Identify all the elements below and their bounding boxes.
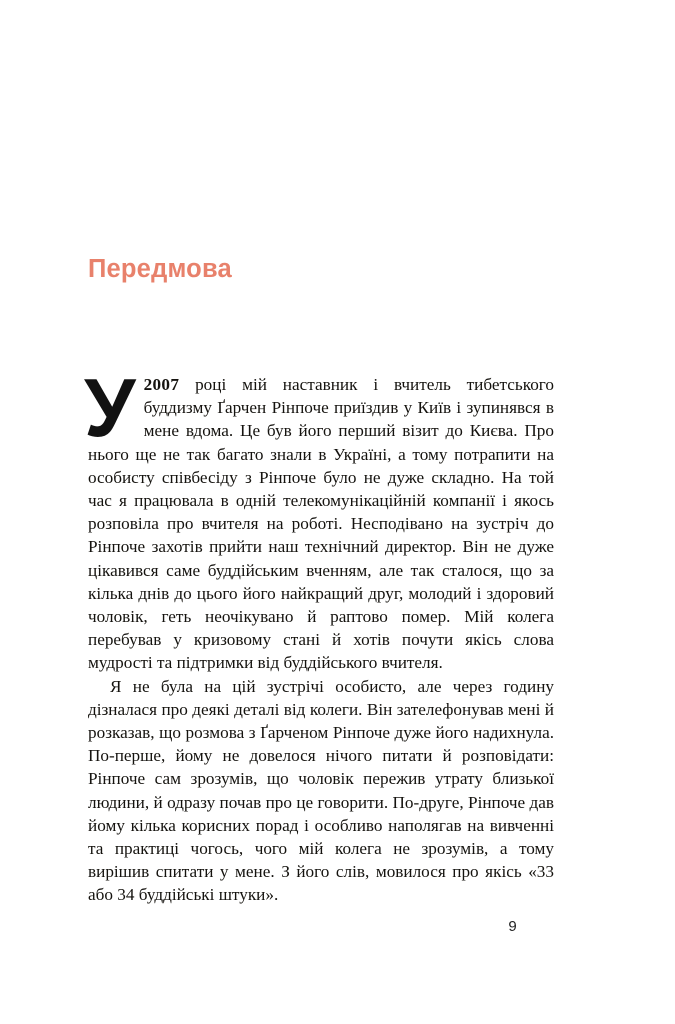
page-title: Передмова [88,255,232,284]
paragraph-1 [84,361,554,675]
page-number [0,918,675,935]
page-number-value: 9 [508,918,517,935]
year-lead-in: 2007 [143,375,180,394]
paragraph-2-text: Я не була на цій зустрічі особисто, але через годину дізналася про деякі деталі від колеги. Він зателефонував мені й розказав, що розмова з Ґарченом Рінпоче дуже його надихнула. По-перше, йому не довелося нічого питати й розповідати: Рінпоче сам зрозумів, що чоловік пережив утрату близької людини, й одразу почав про це говорити. По-друге, Рінпоче дав йому кілька корисних порад і особливо наполягав на вивченні та практиці чогось, чого мій колега не зрозумів, а тому вирішив спитати у мене. З його слів, мовилося про якісь «33 або 34 буддійські штуки». [88,676,554,905]
paragraph-2 [88,675,554,907]
body-text-column [84,361,554,907]
paragraph-1-text: році мій наставник і вчитель тибетського буддизму Ґарчен Рінпоче приїздив у Київ і зупинявся в мене вдома. Це був його перший візит до Києва. Про нього ще не так багато знали в Україні, а тому потрапити на особисту співбесіду з Рінпоче було не дуже складно. На той час я працювала в одній телекомунікаційній компанії і якось розповіла про вчителя на роботі. Несподівано на зустріч до Рінпоче захотів прийти наш технічний директор. Він не дуже цікавився саме буддійським вченням, але так сталося, що за кілька днів до цього його найкращий друг, молодий і здоровий чоловік, геть неочікувано й раптово помер. Мій колега перебував у кризовому стані й хотів почути якісь слова мудрості та підтримки від буддійського вчителя. [88,375,554,673]
drop-cap-letter: У [84,361,136,454]
